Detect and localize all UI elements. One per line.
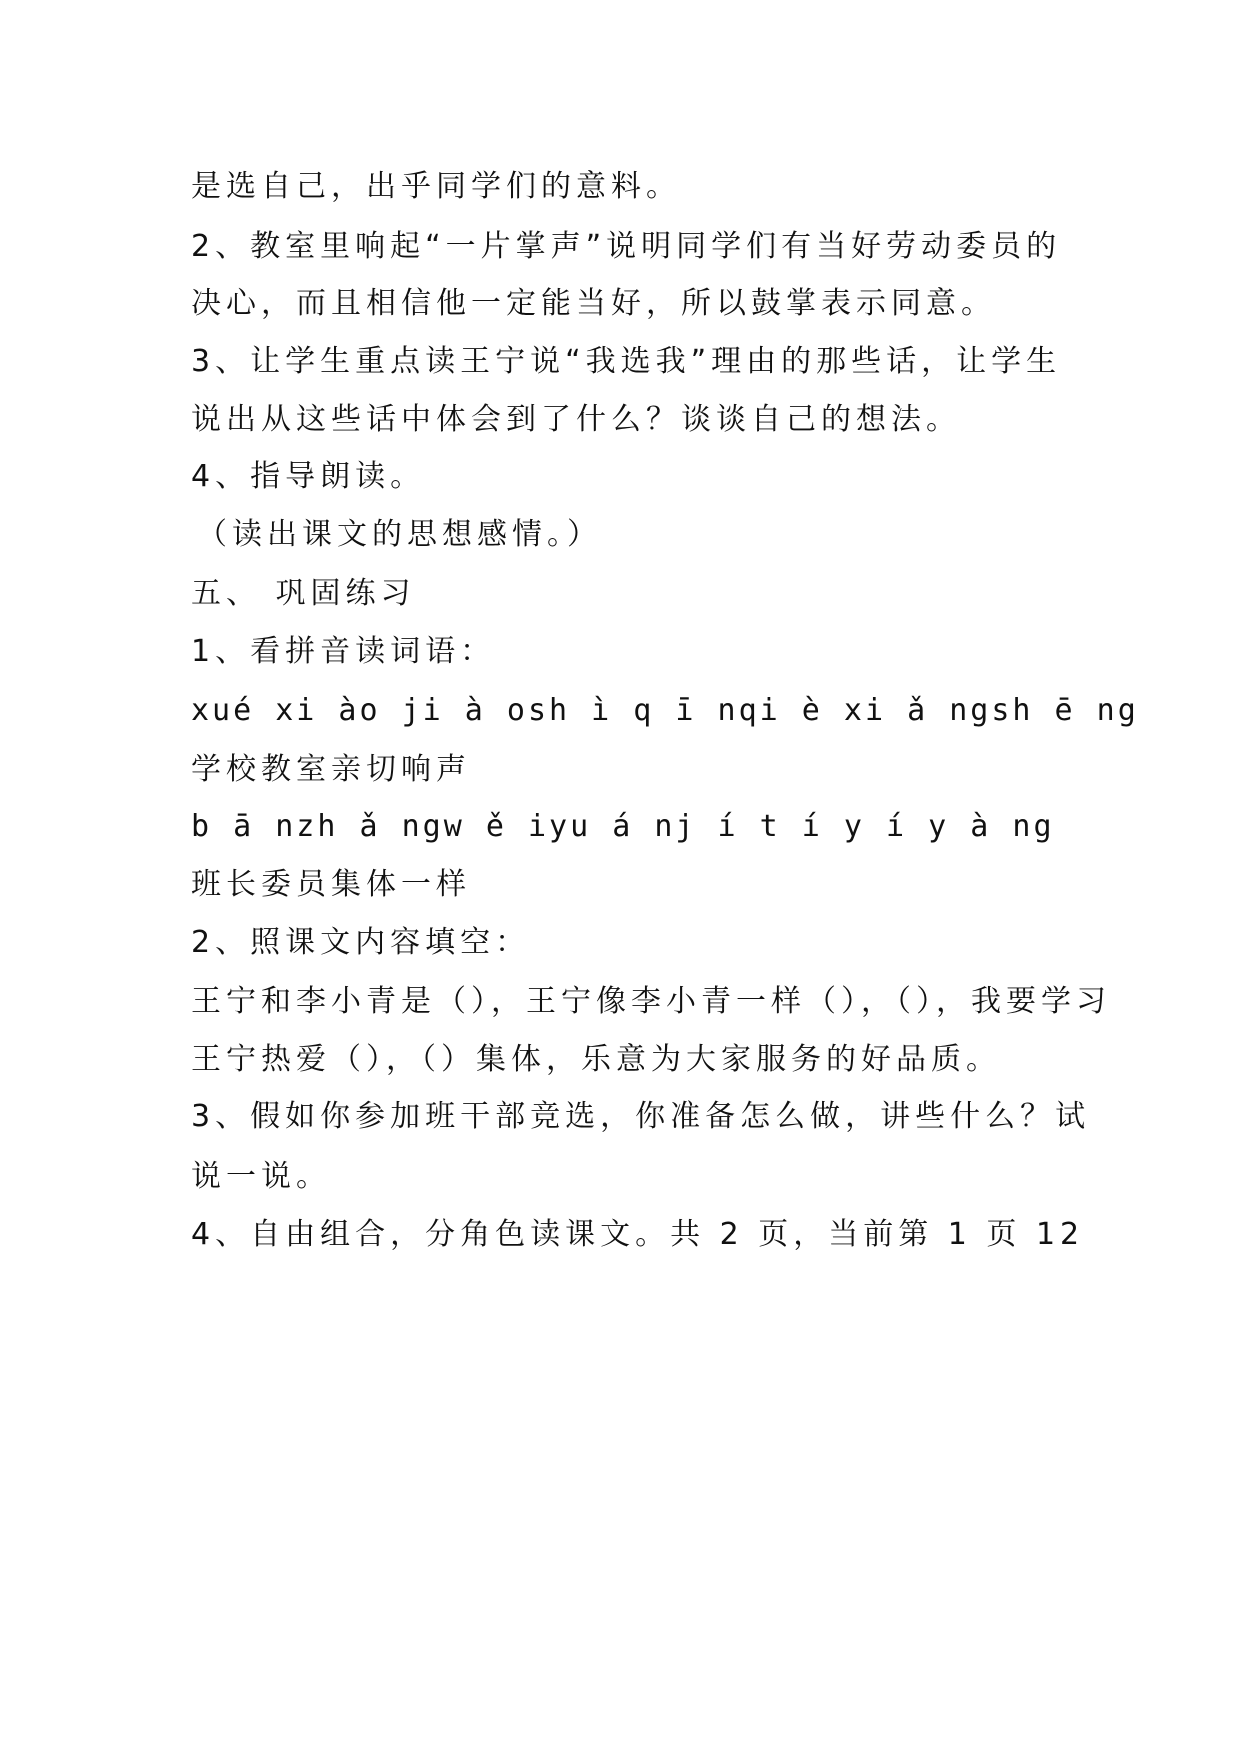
text-line: 王宁热爱（），（）集体，乐意为大家服务的好品质。 — [191, 1042, 1001, 1077]
pinyin-line: xué xi ào ji à osh ì q ī nqi è xi ǎ ngsh ē ng — [191, 693, 1139, 728]
section-heading: 五、 巩固练习 — [191, 576, 416, 611]
text-line: （读出课文的思想感情。） — [197, 517, 602, 552]
text-line: 学校教室亲切响声 — [191, 752, 471, 787]
text-line: 1、看拼音读词语： — [191, 634, 496, 669]
pinyin-line: b ā nzh ǎ ngw ě iyu á nj í t í y í y à ng — [191, 809, 1055, 844]
text-line: 4、指导朗读。 — [191, 459, 426, 494]
text-line: 说一说。 — [191, 1159, 331, 1194]
text-line: 说出从这些话中体会到了什么？谈谈自己的想法。 — [191, 402, 961, 437]
text-line: 决心，而且相信他一定能当好，所以鼓掌表示同意。 — [191, 286, 996, 321]
text-line: 2、照课文内容填空： — [191, 925, 531, 960]
text-line: 是选自己，出乎同学们的意料。 — [191, 169, 681, 204]
text-line: 4、自由组合，分角色读课文。共 2 页，当前第 1 页 12 — [191, 1217, 1085, 1252]
text-line: 王宁和李小青是（），王宁像李小青一样（），（），我要学习 — [191, 984, 1111, 1019]
text-line: 2、教室里响起“一片掌声”说明同学们有当好劳动委员的 — [191, 229, 1062, 264]
text-line: 班长委员集体一样 — [191, 867, 471, 902]
text-line: 3、假如你参加班干部竞选，你准备怎么做，讲些什么？试 — [191, 1099, 1091, 1134]
text-line: 3、让学生重点读王宁说“我选我”理由的那些话，让学生 — [191, 344, 1062, 379]
